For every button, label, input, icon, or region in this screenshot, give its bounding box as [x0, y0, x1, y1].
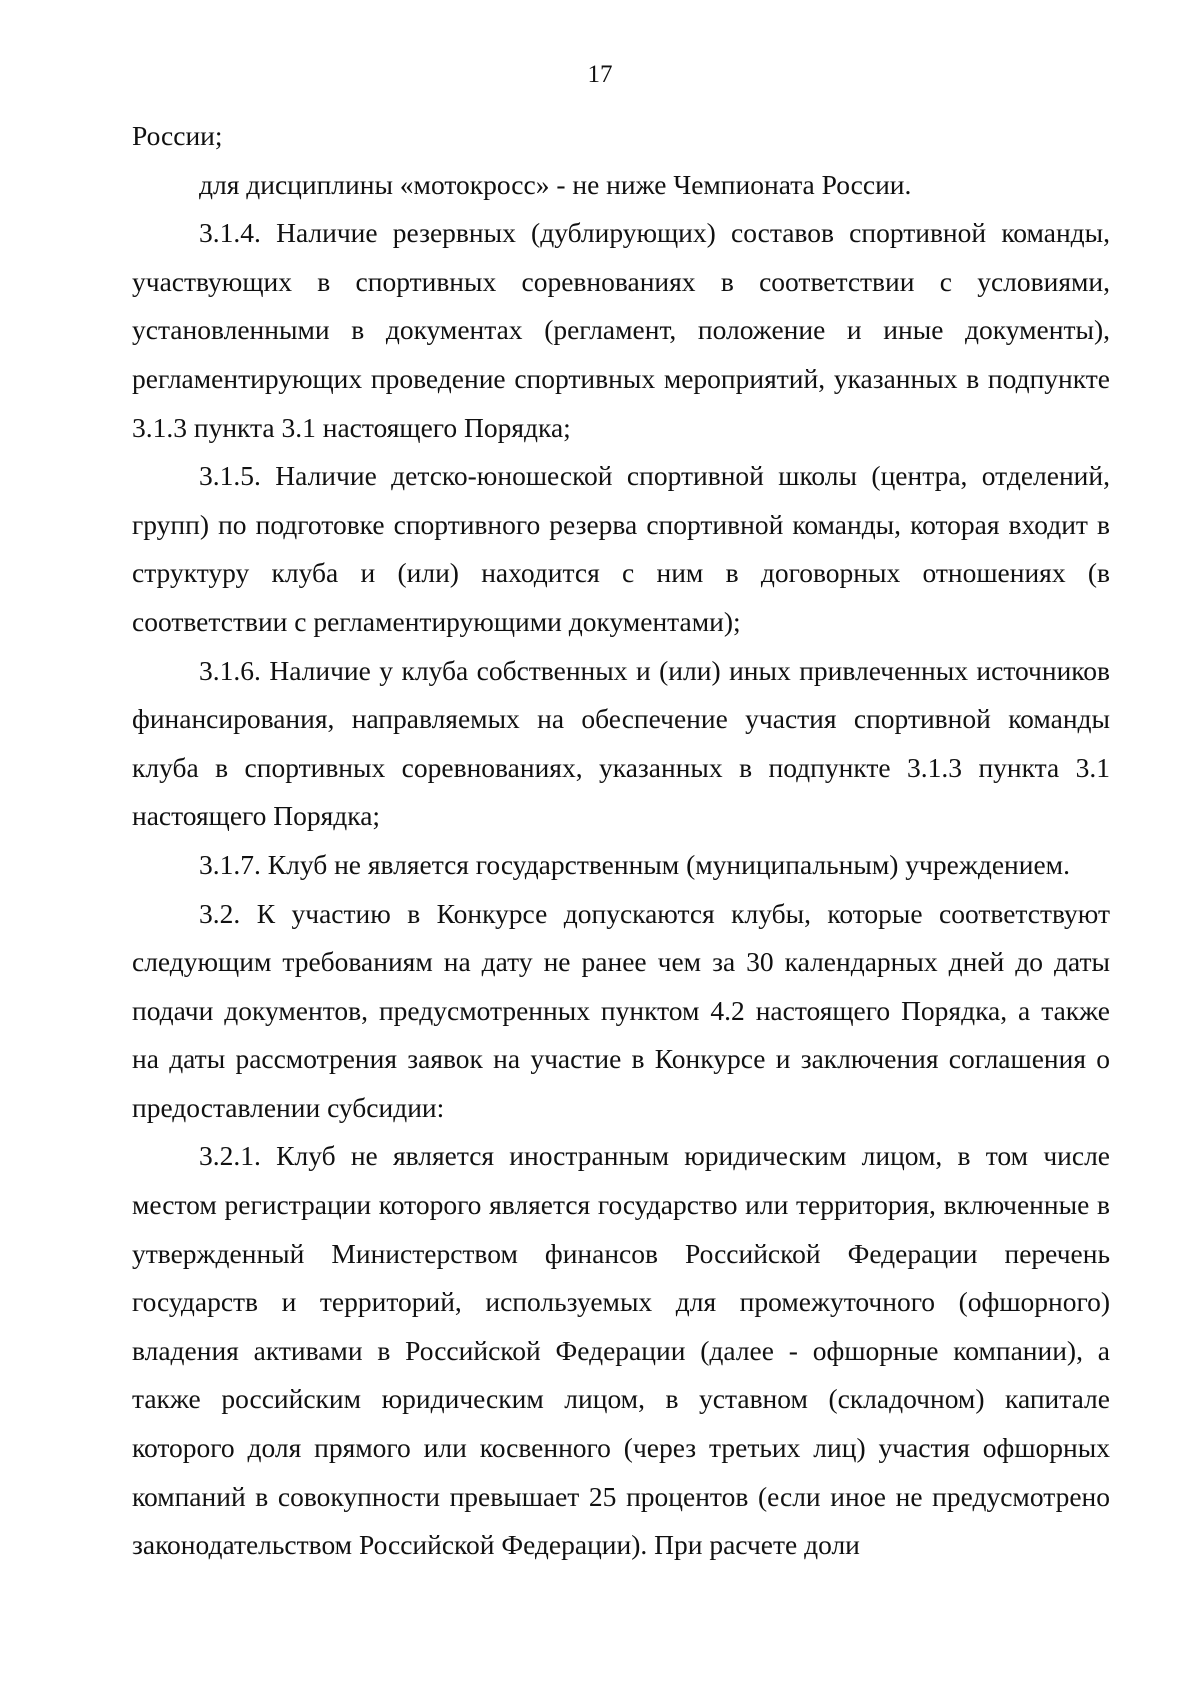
paragraph: 3.2.1. Клуб не является иностранным юридическим лицом, в том числе местом регистрации которого является государство или территория, включенные в утвержденный Министерством финансов Российской Федерации перечень государств и территорий, используемых для промежуточного (офшорного) владения активами в Российской Федерации (далее - офшорные компании), а также российским юридическим лицом, в уставном (складочном) капитале которого доля прямого или косвенного (через третьих лиц) участия офшорных компаний в совокупности превышает 25 процентов (если иное не предусмотрено законодательством Российской Федерации). При расчете доли: [132, 1140, 1110, 1561]
page-number: 17: [587, 61, 613, 88]
paragraph: 3.1.7. Клуб не является государственным (муниципальным) учреждением.: [199, 848, 1070, 880]
paragraph: 3.1.6. Наличие у клуба собственных и (или) иных привлеченных источников финансирования, направляемых на обеспечение участия спортивной команды клуба в спортивных соревнованиях, указанных в подпункте 3.1.3 пункта 3.1 настоящего Порядка;: [132, 654, 1110, 832]
document-body: [132, 112, 1110, 1570]
paragraph: России;: [132, 120, 223, 151]
paragraph: 3.2. К участию в Конкурсе допускаются клубы, которые соответствуют следующим требованиям на дату не ранее чем за 30 календарных дней до даты подачи документов, предусмотренных пунктом 4.2 настоящего Порядка, а также на даты рассмотрения заявок на участие в Конкурсе и заключения соглашения о предоставлении субсидии:: [132, 897, 1110, 1123]
paragraph: для дисциплины «мотокросс» - не ниже Чемпионата России.: [199, 168, 912, 200]
paragraph: 3.1.5. Наличие детско-юношеской спортивной школы (центра, отделений, групп) по подготовке спортивного резерва спортивной команды, которая входит в структуру клуба и (или) находится с ним в договорных отношениях (в соответствии с регламентирующими документами);: [132, 460, 1110, 637]
paragraph: 3.1.4. Наличие резервных (дублирующих) составов спортивной команды, участвующих в спортивных соревнованиях в соответствии с условиями, установленными в документах (регламент, положение и иные документы), регламентирующих проведение спортивных мероприятий, указанных в подпункте 3.1.3 пункта 3.1 настоящего Порядка;: [132, 217, 1110, 443]
